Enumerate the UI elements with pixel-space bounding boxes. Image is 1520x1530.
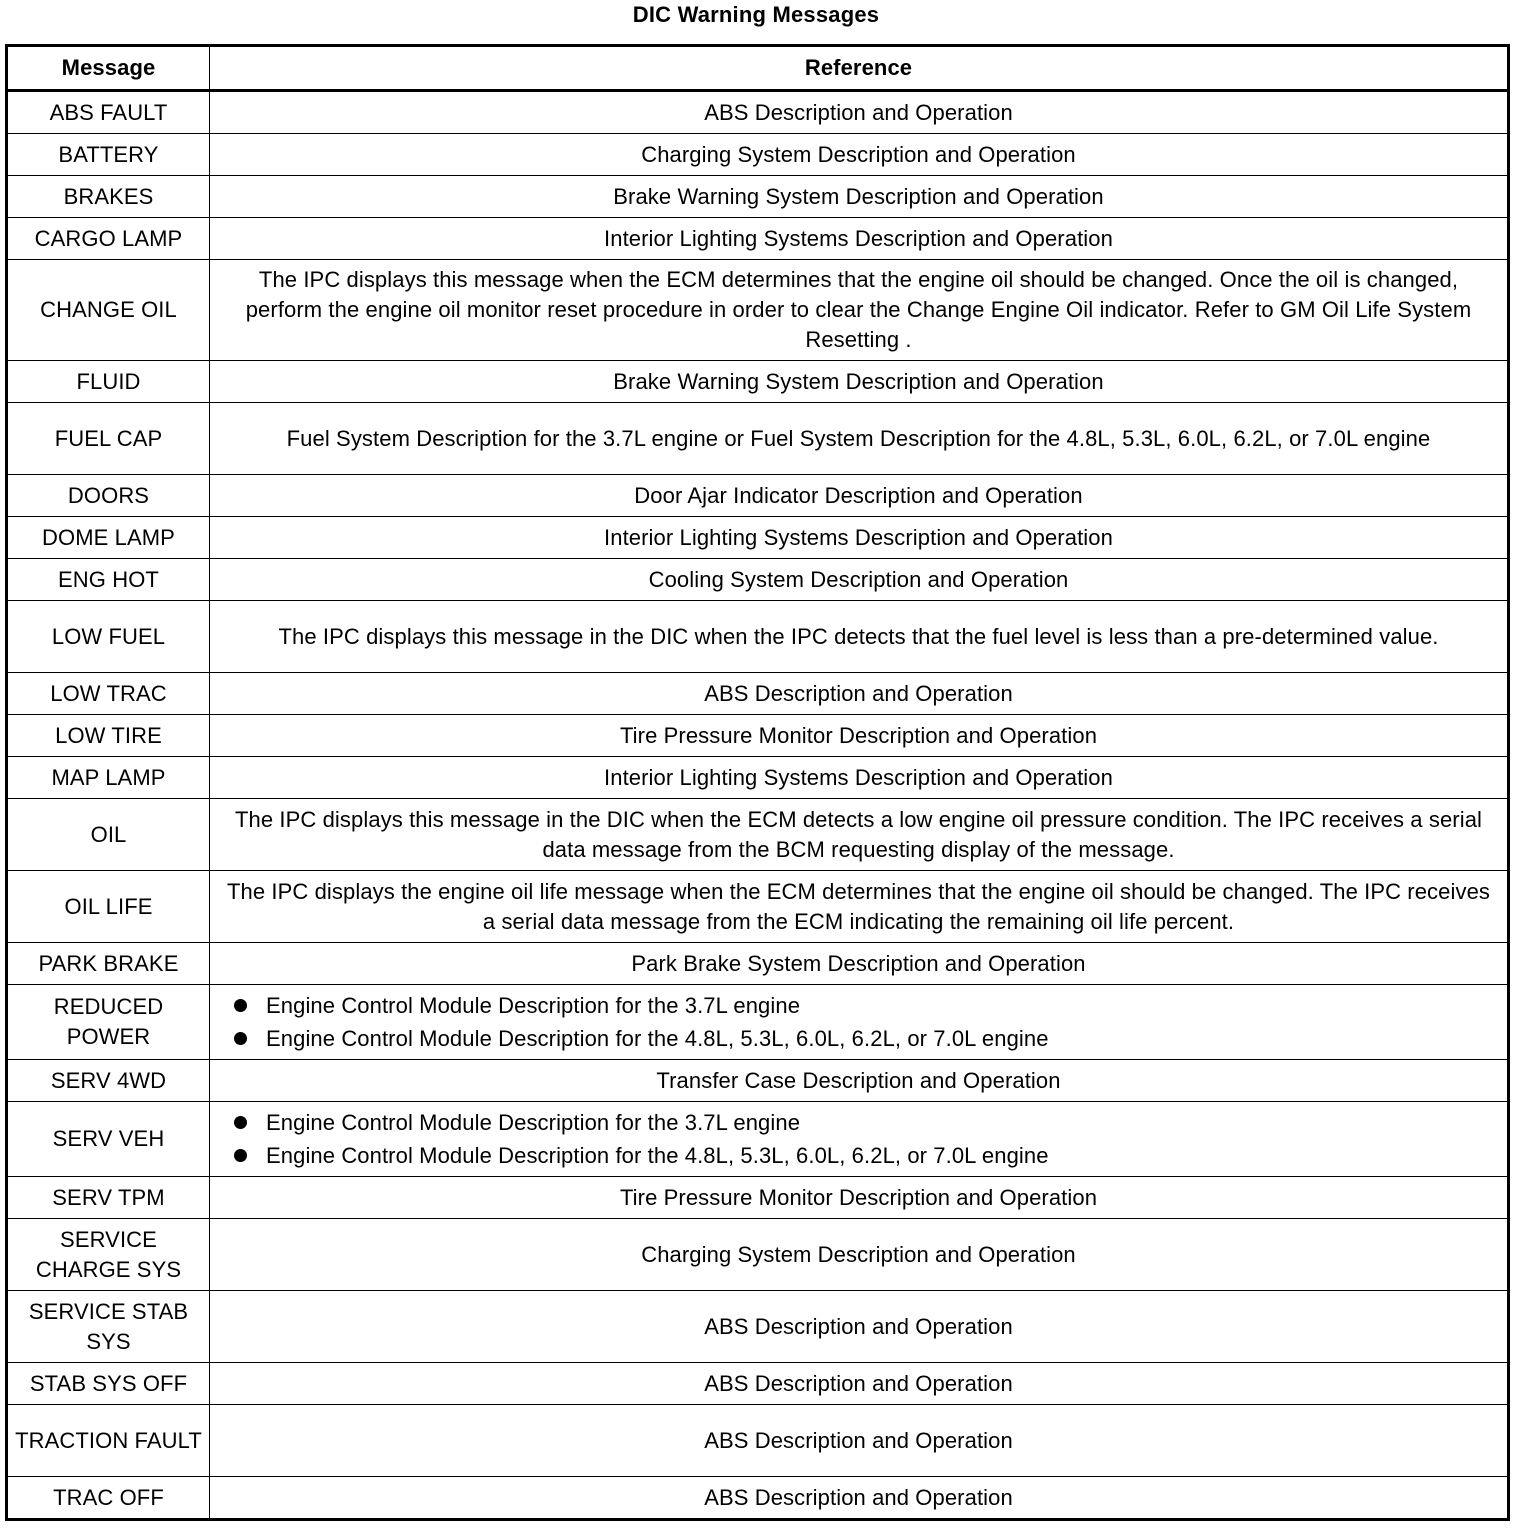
table-row — [7, 601, 1509, 673]
bullet-item: Engine Control Module Description for the 3.7L engine — [232, 1106, 1497, 1139]
message-cell: SERV 4WD — [7, 1060, 210, 1102]
reference-cell — [210, 985, 1509, 1060]
reference-cell: Brake Warning System Description and Operation — [210, 361, 1509, 403]
table-row — [7, 403, 1509, 475]
table-header-row — [7, 46, 1509, 91]
table-row — [7, 1291, 1509, 1363]
reference-cell — [210, 1102, 1509, 1177]
table-row — [7, 1102, 1509, 1177]
table-row — [7, 871, 1509, 943]
reference-cell: Brake Warning System Description and Operation — [210, 176, 1509, 218]
table-row — [7, 1177, 1509, 1219]
reference-cell: Door Ajar Indicator Description and Operation — [210, 475, 1509, 517]
table-row — [7, 673, 1509, 715]
reference-cell: Interior Lighting Systems Description and Operation — [210, 517, 1509, 559]
table-row — [7, 1219, 1509, 1291]
reference-cell: ABS Description and Operation — [210, 1405, 1509, 1477]
reference-cell: ABS Description and Operation — [210, 1291, 1509, 1363]
table-row — [7, 91, 1509, 134]
reference-cell: Charging System Description and Operation — [210, 1219, 1509, 1291]
message-cell: CHANGE OIL — [7, 260, 210, 361]
reference-cell: ABS Description and Operation — [210, 1477, 1509, 1520]
message-cell: OIL LIFE — [7, 871, 210, 943]
message-cell: FUEL CAP — [7, 403, 210, 475]
table-row — [7, 799, 1509, 871]
bullet-item: Engine Control Module Description for the 4.8L, 5.3L, 6.0L, 6.2L, or 7.0L engine — [232, 1022, 1497, 1055]
reference-cell: The IPC displays this message in the DIC when the ECM detects a low engine oil pressure condition. The IPC receives a serial data message from the BCM requesting display of the message. — [210, 799, 1509, 871]
reference-cell: The IPC displays this message in the DIC when the IPC detects that the fuel level is less than a pre-determined value. — [210, 601, 1509, 673]
table-row — [7, 1405, 1509, 1477]
message-cell: ENG HOT — [7, 559, 210, 601]
message-cell: SERV TPM — [7, 1177, 210, 1219]
message-cell: ABS FAULT — [7, 91, 210, 134]
table-row — [7, 517, 1509, 559]
table-row — [7, 475, 1509, 517]
message-cell: BRAKES — [7, 176, 210, 218]
reference-cell: Transfer Case Description and Operation — [210, 1060, 1509, 1102]
reference-cell: ABS Description and Operation — [210, 1363, 1509, 1405]
reference-cell: Interior Lighting Systems Description and Operation — [210, 218, 1509, 260]
message-cell: STAB SYS OFF — [7, 1363, 210, 1405]
reference-cell: ABS Description and Operation — [210, 673, 1509, 715]
reference-cell: Interior Lighting Systems Description and Operation — [210, 757, 1509, 799]
reference-cell: Park Brake System Description and Operation — [210, 943, 1509, 985]
table-row — [7, 715, 1509, 757]
table-row — [7, 985, 1509, 1060]
message-cell: REDUCED POWER — [7, 985, 210, 1060]
table-row — [7, 176, 1509, 218]
message-cell: BATTERY — [7, 134, 210, 176]
dic-warning-messages-table — [5, 44, 1510, 1521]
reference-cell: Charging System Description and Operation — [210, 134, 1509, 176]
reference-cell: Tire Pressure Monitor Description and Operation — [210, 1177, 1509, 1219]
page-title: DIC Warning Messages — [632, 2, 880, 27]
table-row — [7, 134, 1509, 176]
message-cell: TRACTION FAULT — [7, 1405, 210, 1477]
message-cell: LOW TRAC — [7, 673, 210, 715]
table-row — [7, 260, 1509, 361]
table-row — [7, 1363, 1509, 1405]
message-cell: CARGO LAMP — [7, 218, 210, 260]
message-cell: SERV VEH — [7, 1102, 210, 1177]
reference-cell: Cooling System Description and Operation — [210, 559, 1509, 601]
message-cell: LOW FUEL — [7, 601, 210, 673]
message-cell: TRAC OFF — [7, 1477, 210, 1520]
message-cell: DOORS — [7, 475, 210, 517]
header-reference: Reference — [210, 46, 1509, 91]
reference-bullet-list — [232, 1106, 1497, 1172]
message-cell: SERVICE CHARGE SYS — [7, 1219, 210, 1291]
reference-bullet-list — [232, 989, 1497, 1055]
message-cell: MAP LAMP — [7, 757, 210, 799]
reference-cell: The IPC displays this message when the ECM determines that the engine oil should be changed. Once the oil is changed, perform the engine oil monitor reset procedure in order to clear the Change Engine Oil indicator. Refer to GM Oil Life System Resetting . — [210, 260, 1509, 361]
table-row — [7, 218, 1509, 260]
reference-cell: ABS Description and Operation — [210, 91, 1509, 134]
message-cell: OIL — [7, 799, 210, 871]
message-cell: DOME LAMP — [7, 517, 210, 559]
reference-cell: Fuel System Description for the 3.7L engine or Fuel System Description for the 4.8L, 5.3L, 6.0L, 6.2L, or 7.0L engine — [210, 403, 1509, 475]
message-cell: PARK BRAKE — [7, 943, 210, 985]
table-row — [7, 559, 1509, 601]
bullet-item: Engine Control Module Description for the 4.8L, 5.3L, 6.0L, 6.2L, or 7.0L engine — [232, 1139, 1497, 1172]
message-cell: SERVICE STAB SYS — [7, 1291, 210, 1363]
reference-cell: Tire Pressure Monitor Description and Operation — [210, 715, 1509, 757]
reference-cell: The IPC displays the engine oil life message when the ECM determines that the engine oil should be changed. The IPC receives a serial data message from the ECM indicating the remaining oil life percent. — [210, 871, 1509, 943]
message-cell: LOW TIRE — [7, 715, 210, 757]
bullet-item: Engine Control Module Description for the 3.7L engine — [232, 989, 1497, 1022]
table-row — [7, 361, 1509, 403]
message-cell: FLUID — [7, 361, 210, 403]
table-row — [7, 757, 1509, 799]
table-row — [7, 943, 1509, 985]
table-row — [7, 1060, 1509, 1102]
table-row — [7, 1477, 1509, 1520]
header-message: Message — [7, 46, 210, 91]
